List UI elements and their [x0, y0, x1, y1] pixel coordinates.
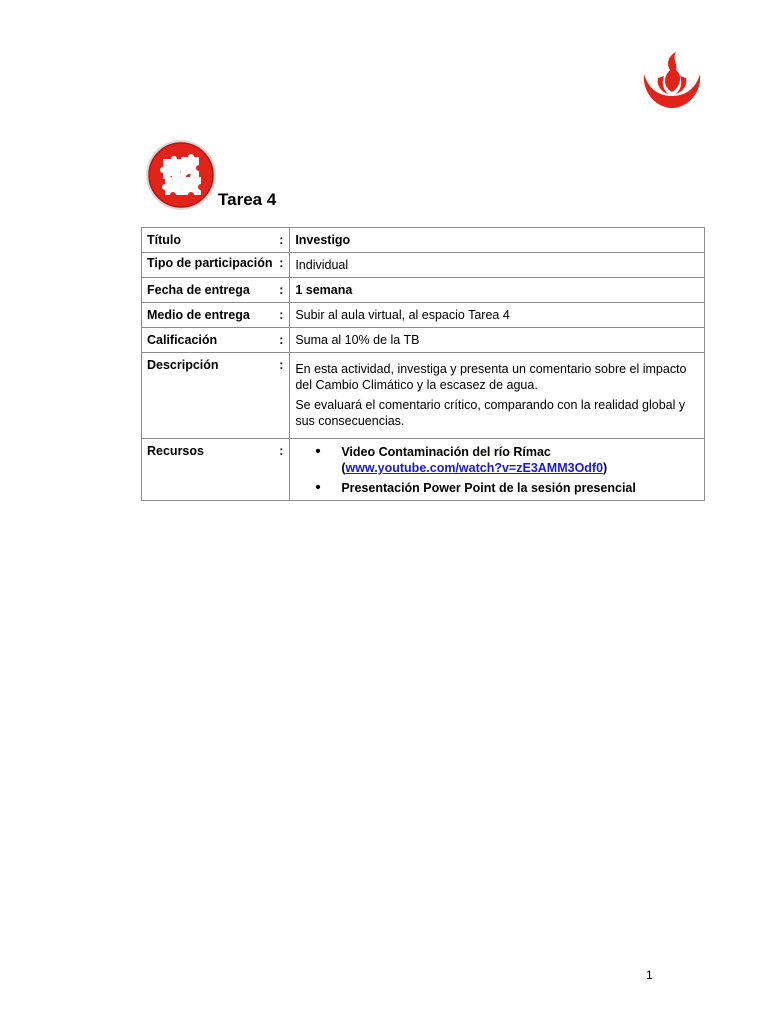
list-item	[341, 444, 699, 476]
row-colon: :	[279, 253, 290, 278]
row-colon: :	[279, 328, 290, 353]
row-value: Subir al aula virtual, al espacio Tarea 4	[290, 303, 705, 328]
row-colon: :	[279, 228, 290, 253]
list-item	[341, 480, 699, 496]
puzzle-pieces-icon	[145, 139, 217, 211]
table-row	[142, 439, 705, 501]
table-row	[142, 328, 705, 353]
table-row	[142, 278, 705, 303]
table-row	[142, 303, 705, 328]
row-colon: :	[279, 278, 290, 303]
row-value: Investigo	[290, 228, 705, 253]
row-label: Calificación	[142, 328, 280, 353]
table-row	[142, 228, 705, 253]
description-paragraph: En esta actividad, investiga y presenta un comentario sobre el impacto del Cambio Climático y la escasez de agua.	[295, 362, 687, 392]
row-label: Tipo de participación	[142, 253, 280, 278]
resources-cell	[290, 439, 705, 501]
row-label: Medio de entrega	[142, 303, 280, 328]
row-label: Fecha de entrega	[142, 278, 280, 303]
row-label: Título	[142, 228, 280, 253]
youtube-link[interactable]: www.youtube.com/watch?v=zE3AMM3Odf0	[345, 461, 604, 475]
upc-flame-logo-icon	[638, 48, 706, 114]
description-cell	[290, 353, 705, 439]
task-info-table	[141, 227, 705, 501]
page-title: Tarea 4	[218, 190, 277, 209]
row-colon: :	[279, 303, 290, 328]
row-value: 1 semana	[290, 278, 705, 303]
row-label: Descripción	[142, 353, 280, 439]
table-row	[142, 253, 705, 278]
page-number: 1	[646, 968, 653, 982]
resources-list	[295, 444, 699, 496]
paren-open: (	[341, 461, 346, 475]
table-row	[142, 353, 705, 439]
paren-close: )	[603, 461, 608, 475]
description-paragraph: Se evaluará el comentario crítico, comparando con la realidad global y sus consecuencias.	[295, 398, 686, 428]
row-colon: :	[279, 353, 290, 439]
row-value: Individual	[290, 253, 705, 278]
row-label: Recursos	[142, 439, 280, 501]
row-value: Suma al 10% de la TB	[290, 328, 705, 353]
row-colon: :	[279, 439, 290, 501]
resource-text: Presentación Power Point de la sesión presencial	[341, 481, 636, 495]
resource-text: Video Contaminación del río Rímac	[341, 445, 551, 459]
